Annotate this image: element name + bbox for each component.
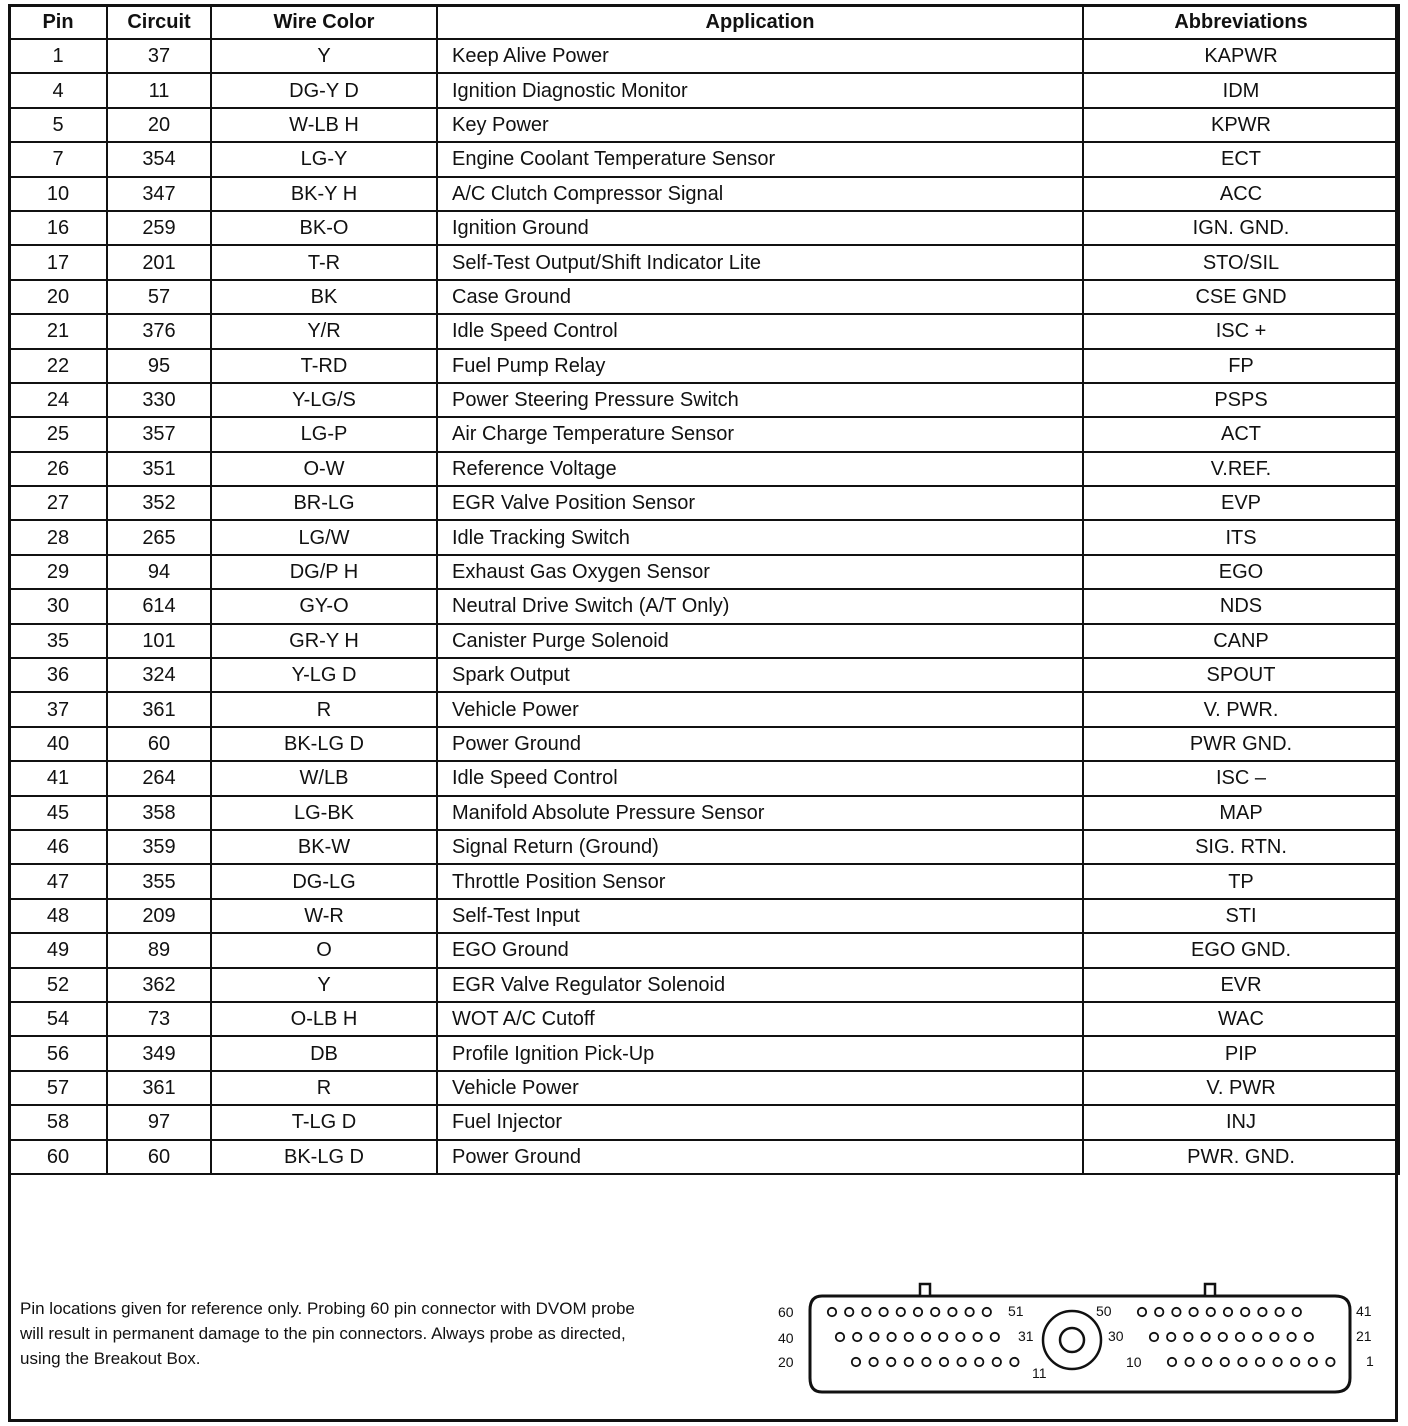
pin-hole xyxy=(1287,1333,1295,1341)
pin-hole xyxy=(1150,1333,1158,1341)
pin-hole xyxy=(862,1308,870,1316)
inner-label: 30 xyxy=(1108,1328,1124,1344)
cell-pin: 56 xyxy=(9,1036,107,1070)
header-row xyxy=(9,5,1399,39)
cell-pin: 4 xyxy=(9,73,107,107)
pin-hole xyxy=(1184,1333,1192,1341)
outer-label: 41 xyxy=(1356,1303,1372,1319)
cell-abbreviation: V. PWR. xyxy=(1083,692,1399,726)
table-row xyxy=(9,727,1399,761)
cell-abbreviation: ACC xyxy=(1083,177,1399,211)
pin-hole xyxy=(1189,1308,1197,1316)
table-row xyxy=(9,796,1399,830)
cell-application: Ignition Diagnostic Monitor xyxy=(437,73,1083,107)
cell-wire-color: GR-Y H xyxy=(211,624,437,658)
pin-hole xyxy=(1253,1333,1261,1341)
cell-pin: 1 xyxy=(9,39,107,73)
table-row xyxy=(9,968,1399,1002)
outer-label: 20 xyxy=(778,1354,794,1370)
cell-circuit: 614 xyxy=(107,589,211,623)
header-abbreviations: Abbreviations xyxy=(1083,5,1399,39)
table-row xyxy=(9,899,1399,933)
cell-abbreviation: ISC – xyxy=(1083,761,1399,795)
table-row xyxy=(9,383,1399,417)
center-bolt-inner xyxy=(1060,1328,1084,1352)
cell-application: Power Steering Pressure Switch xyxy=(437,383,1083,417)
table-row xyxy=(9,1071,1399,1105)
pin-hole xyxy=(828,1308,836,1316)
table-row xyxy=(9,1140,1399,1174)
table-row xyxy=(9,314,1399,348)
cell-application: EGO Ground xyxy=(437,933,1083,967)
cell-application: Vehicle Power xyxy=(437,1071,1083,1105)
outer-label: 1 xyxy=(1366,1353,1374,1369)
cell-pin: 22 xyxy=(9,349,107,383)
pin-hole xyxy=(853,1333,861,1341)
cell-application: Ignition Ground xyxy=(437,211,1083,245)
cell-pin: 17 xyxy=(9,245,107,279)
cell-application: Profile Ignition Pick-Up xyxy=(437,1036,1083,1070)
cell-application: Case Ground xyxy=(437,280,1083,314)
cell-pin: 36 xyxy=(9,658,107,692)
pin-hole xyxy=(1256,1358,1264,1366)
cell-wire-color: LG-Y xyxy=(211,142,437,176)
cell-abbreviation: V. PWR xyxy=(1083,1071,1399,1105)
cell-wire-color: Y xyxy=(211,39,437,73)
table-row xyxy=(9,349,1399,383)
pin-hole xyxy=(1201,1333,1209,1341)
pin-hole xyxy=(1207,1308,1215,1316)
table-row xyxy=(9,692,1399,726)
pin-hole xyxy=(922,1333,930,1341)
center-bolt-outer xyxy=(1043,1311,1101,1369)
cell-pin: 52 xyxy=(9,968,107,1002)
cell-wire-color: DG-Y D xyxy=(211,73,437,107)
pin-hole xyxy=(879,1308,887,1316)
cell-circuit: 94 xyxy=(107,555,211,589)
pin-hole xyxy=(1172,1308,1180,1316)
cell-application: Self-Test Input xyxy=(437,899,1083,933)
pin-hole xyxy=(1293,1308,1301,1316)
cell-abbreviation: IGN. GND. xyxy=(1083,211,1399,245)
table-row xyxy=(9,245,1399,279)
pin-hole xyxy=(1221,1358,1229,1366)
cell-application: Fuel Injector xyxy=(437,1105,1083,1139)
cell-circuit: 355 xyxy=(107,864,211,898)
table-row xyxy=(9,658,1399,692)
table-row xyxy=(9,142,1399,176)
pin-hole xyxy=(931,1308,939,1316)
cell-circuit: 265 xyxy=(107,520,211,554)
cell-application: Manifold Absolute Pressure Sensor xyxy=(437,796,1083,830)
cell-circuit: 352 xyxy=(107,486,211,520)
pin-hole xyxy=(1224,1308,1232,1316)
cell-pin: 41 xyxy=(9,761,107,795)
note-line: using the Breakout Box. xyxy=(20,1349,201,1368)
pin-hole xyxy=(973,1333,981,1341)
pin-hole xyxy=(1238,1358,1246,1366)
cell-application: Canister Purge Solenoid xyxy=(437,624,1083,658)
key-tab-right xyxy=(1205,1284,1215,1296)
pin-hole xyxy=(993,1358,1001,1366)
pin-hole xyxy=(957,1358,965,1366)
cell-pin: 5 xyxy=(9,108,107,142)
pin-hole xyxy=(1309,1358,1317,1366)
cell-circuit: 97 xyxy=(107,1105,211,1139)
cell-wire-color: T-R xyxy=(211,245,437,279)
outer-label: 21 xyxy=(1356,1328,1372,1344)
pin-hole xyxy=(1273,1358,1281,1366)
cell-pin: 60 xyxy=(9,1140,107,1174)
cell-wire-color: BK-LG D xyxy=(211,1140,437,1174)
cell-circuit: 376 xyxy=(107,314,211,348)
cell-abbreviation: ITS xyxy=(1083,520,1399,554)
pin-hole xyxy=(887,1333,895,1341)
pin-hole xyxy=(887,1358,895,1366)
pin-hole xyxy=(1155,1308,1163,1316)
table-row xyxy=(9,452,1399,486)
cell-circuit: 73 xyxy=(107,1002,211,1036)
cell-abbreviation: IDM xyxy=(1083,73,1399,107)
cell-application: Power Ground xyxy=(437,727,1083,761)
cell-pin: 28 xyxy=(9,520,107,554)
pin-hole xyxy=(1270,1333,1278,1341)
cell-circuit: 37 xyxy=(107,39,211,73)
table-row xyxy=(9,520,1399,554)
cell-wire-color: W-R xyxy=(211,899,437,933)
cell-application: Signal Return (Ground) xyxy=(437,830,1083,864)
pin-hole xyxy=(1203,1358,1211,1366)
cell-abbreviation: TP xyxy=(1083,864,1399,898)
pin-hole xyxy=(983,1308,991,1316)
cell-abbreviation: PWR GND. xyxy=(1083,727,1399,761)
header-pin: Pin xyxy=(9,5,107,39)
cell-wire-color: T-LG D xyxy=(211,1105,437,1139)
cell-wire-color: T-RD xyxy=(211,349,437,383)
cell-application: Engine Coolant Temperature Sensor xyxy=(437,142,1083,176)
probe-warning-note xyxy=(20,1296,740,1371)
cell-wire-color: GY-O xyxy=(211,589,437,623)
cell-abbreviation: PSPS xyxy=(1083,383,1399,417)
cell-abbreviation: EGO GND. xyxy=(1083,933,1399,967)
cell-application: A/C Clutch Compressor Signal xyxy=(437,177,1083,211)
cell-abbreviation: ISC + xyxy=(1083,314,1399,348)
pin-hole xyxy=(922,1358,930,1366)
table-row xyxy=(9,1036,1399,1070)
cell-circuit: 20 xyxy=(107,108,211,142)
table-row xyxy=(9,177,1399,211)
pin-hole xyxy=(948,1308,956,1316)
cell-pin: 27 xyxy=(9,486,107,520)
cell-application: Idle Speed Control xyxy=(437,314,1083,348)
cell-pin: 57 xyxy=(9,1071,107,1105)
pin-hole xyxy=(956,1333,964,1341)
cell-pin: 26 xyxy=(9,452,107,486)
table-row xyxy=(9,555,1399,589)
cell-wire-color: BK-Y H xyxy=(211,177,437,211)
pin-hole xyxy=(940,1358,948,1366)
cell-wire-color: R xyxy=(211,1071,437,1105)
pin-hole xyxy=(845,1308,853,1316)
cell-abbreviation: WAC xyxy=(1083,1002,1399,1036)
pin-hole xyxy=(897,1308,905,1316)
cell-circuit: 209 xyxy=(107,899,211,933)
table-row xyxy=(9,864,1399,898)
cell-application: Idle Speed Control xyxy=(437,761,1083,795)
pin-hole xyxy=(1258,1308,1266,1316)
cell-circuit: 361 xyxy=(107,1071,211,1105)
outer-label: 60 xyxy=(778,1304,794,1320)
cell-wire-color: BK xyxy=(211,280,437,314)
cell-abbreviation: MAP xyxy=(1083,796,1399,830)
table-row xyxy=(9,280,1399,314)
header-circuit: Circuit xyxy=(107,5,211,39)
cell-wire-color: LG/W xyxy=(211,520,437,554)
pin-hole xyxy=(870,1333,878,1341)
cell-wire-color: BK-W xyxy=(211,830,437,864)
cell-wire-color: BK-LG D xyxy=(211,727,437,761)
cell-circuit: 264 xyxy=(107,761,211,795)
cell-pin: 48 xyxy=(9,899,107,933)
cell-pin: 20 xyxy=(9,280,107,314)
cell-wire-color: BR-LG xyxy=(211,486,437,520)
cell-abbreviation: EVR xyxy=(1083,968,1399,1002)
cell-application: Fuel Pump Relay xyxy=(437,349,1083,383)
connector-outline xyxy=(810,1296,1350,1392)
table-row xyxy=(9,211,1399,245)
cell-wire-color: Y/R xyxy=(211,314,437,348)
cell-application: EGR Valve Regulator Solenoid xyxy=(437,968,1083,1002)
pin-hole xyxy=(1185,1358,1193,1366)
cell-wire-color: O-W xyxy=(211,452,437,486)
cell-abbreviation: CSE GND xyxy=(1083,280,1399,314)
pin-hole xyxy=(1326,1358,1334,1366)
cell-application: WOT A/C Cutoff xyxy=(437,1002,1083,1036)
pin-hole xyxy=(852,1358,860,1366)
cell-abbreviation: KAPWR xyxy=(1083,39,1399,73)
pin-holes xyxy=(828,1308,1335,1366)
table-row xyxy=(9,108,1399,142)
cell-wire-color: Y-LG D xyxy=(211,658,437,692)
cell-abbreviation: V.REF. xyxy=(1083,452,1399,486)
outer-label: 40 xyxy=(778,1330,794,1346)
table-row xyxy=(9,933,1399,967)
cell-application: Air Charge Temperature Sensor xyxy=(437,417,1083,451)
cell-circuit: 60 xyxy=(107,727,211,761)
cell-wire-color: W-LB H xyxy=(211,108,437,142)
pin-hole xyxy=(1275,1308,1283,1316)
table-row xyxy=(9,1105,1399,1139)
pin-hole xyxy=(1241,1308,1249,1316)
cell-pin: 40 xyxy=(9,727,107,761)
cell-application: Exhaust Gas Oxygen Sensor xyxy=(437,555,1083,589)
cell-circuit: 324 xyxy=(107,658,211,692)
cell-circuit: 349 xyxy=(107,1036,211,1070)
connector-diagram xyxy=(770,1278,1400,1408)
cell-abbreviation: KPWR xyxy=(1083,108,1399,142)
pinout-table xyxy=(8,4,1400,1175)
key-tab-left xyxy=(920,1284,930,1296)
table-row xyxy=(9,830,1399,864)
cell-pin: 30 xyxy=(9,589,107,623)
pin-hole xyxy=(905,1333,913,1341)
cell-application: Power Ground xyxy=(437,1140,1083,1174)
cell-application: Spark Output xyxy=(437,658,1083,692)
pin-hole xyxy=(991,1333,999,1341)
cell-circuit: 358 xyxy=(107,796,211,830)
cell-abbreviation: PIP xyxy=(1083,1036,1399,1070)
cell-pin: 29 xyxy=(9,555,107,589)
pin-hole xyxy=(975,1358,983,1366)
note-line: will result in permanent damage to the pin connectors. Always probe as directed, xyxy=(20,1324,626,1343)
pin-hole xyxy=(1236,1333,1244,1341)
cell-wire-color: Y xyxy=(211,968,437,1002)
cell-circuit: 95 xyxy=(107,349,211,383)
cell-circuit: 354 xyxy=(107,142,211,176)
cell-circuit: 359 xyxy=(107,830,211,864)
pin-hole xyxy=(1138,1308,1146,1316)
header-application: Application xyxy=(437,5,1083,39)
cell-circuit: 361 xyxy=(107,692,211,726)
cell-abbreviation: SPOUT xyxy=(1083,658,1399,692)
cell-application: Neutral Drive Switch (A/T Only) xyxy=(437,589,1083,623)
pin-hole xyxy=(1010,1358,1018,1366)
pin-hole xyxy=(1168,1358,1176,1366)
cell-circuit: 362 xyxy=(107,968,211,1002)
table-row xyxy=(9,1002,1399,1036)
cell-abbreviation: ECT xyxy=(1083,142,1399,176)
table-row xyxy=(9,589,1399,623)
cell-pin: 10 xyxy=(9,177,107,211)
cell-wire-color: DG-LG xyxy=(211,864,437,898)
cell-wire-color: R xyxy=(211,692,437,726)
cell-wire-color: DG/P H xyxy=(211,555,437,589)
cell-wire-color: O-LB H xyxy=(211,1002,437,1036)
cell-wire-color: O xyxy=(211,933,437,967)
pin-hole xyxy=(869,1358,877,1366)
cell-circuit: 11 xyxy=(107,73,211,107)
table-row xyxy=(9,73,1399,107)
cell-wire-color: DB xyxy=(211,1036,437,1070)
cell-circuit: 201 xyxy=(107,245,211,279)
cell-application: Throttle Position Sensor xyxy=(437,864,1083,898)
cell-wire-color: W/LB xyxy=(211,761,437,795)
cell-circuit: 89 xyxy=(107,933,211,967)
cell-pin: 35 xyxy=(9,624,107,658)
cell-pin: 49 xyxy=(9,933,107,967)
cell-application: Vehicle Power xyxy=(437,692,1083,726)
cell-pin: 46 xyxy=(9,830,107,864)
cell-pin: 45 xyxy=(9,796,107,830)
cell-pin: 58 xyxy=(9,1105,107,1139)
pin-hole xyxy=(939,1333,947,1341)
inner-label: 31 xyxy=(1018,1328,1034,1344)
cell-pin: 7 xyxy=(9,142,107,176)
cell-wire-color: LG-P xyxy=(211,417,437,451)
cell-abbreviation: FP xyxy=(1083,349,1399,383)
note-line: Pin locations given for reference only. Probing 60 pin connector with DVOM probe xyxy=(20,1299,635,1318)
cell-circuit: 101 xyxy=(107,624,211,658)
cell-abbreviation: ACT xyxy=(1083,417,1399,451)
cell-circuit: 347 xyxy=(107,177,211,211)
cell-pin: 16 xyxy=(9,211,107,245)
pin-hole xyxy=(1219,1333,1227,1341)
cell-abbreviation: EGO xyxy=(1083,555,1399,589)
table-row xyxy=(9,417,1399,451)
table-row xyxy=(9,624,1399,658)
cell-abbreviation: STO/SIL xyxy=(1083,245,1399,279)
cell-abbreviation: SIG. RTN. xyxy=(1083,830,1399,864)
header-wire-color: Wire Color xyxy=(211,5,437,39)
cell-pin: 54 xyxy=(9,1002,107,1036)
cell-circuit: 330 xyxy=(107,383,211,417)
cell-abbreviation: STI xyxy=(1083,899,1399,933)
table-row xyxy=(9,761,1399,795)
cell-pin: 37 xyxy=(9,692,107,726)
cell-abbreviation: CANP xyxy=(1083,624,1399,658)
cell-wire-color: Y-LG/S xyxy=(211,383,437,417)
cell-circuit: 60 xyxy=(107,1140,211,1174)
cell-circuit: 259 xyxy=(107,211,211,245)
cell-wire-color: LG-BK xyxy=(211,796,437,830)
inner-label: 11 xyxy=(1032,1365,1047,1381)
cell-application: Reference Voltage xyxy=(437,452,1083,486)
cell-circuit: 357 xyxy=(107,417,211,451)
cell-wire-color: BK-O xyxy=(211,211,437,245)
table-row xyxy=(9,486,1399,520)
inner-label: 50 xyxy=(1096,1303,1112,1319)
cell-pin: 47 xyxy=(9,864,107,898)
pin-hole xyxy=(1291,1358,1299,1366)
cell-abbreviation: EVP xyxy=(1083,486,1399,520)
pin-hole xyxy=(836,1333,844,1341)
pin-hole xyxy=(1305,1333,1313,1341)
cell-abbreviation: PWR. GND. xyxy=(1083,1140,1399,1174)
cell-application: Keep Alive Power xyxy=(437,39,1083,73)
cell-pin: 24 xyxy=(9,383,107,417)
cell-pin: 21 xyxy=(9,314,107,348)
cell-circuit: 57 xyxy=(107,280,211,314)
inner-label: 10 xyxy=(1126,1354,1142,1370)
cell-application: Key Power xyxy=(437,108,1083,142)
cell-application: EGR Valve Position Sensor xyxy=(437,486,1083,520)
cell-application: Idle Tracking Switch xyxy=(437,520,1083,554)
table-row xyxy=(9,39,1399,73)
pin-hole xyxy=(905,1358,913,1366)
cell-application: Self-Test Output/Shift Indicator Lite xyxy=(437,245,1083,279)
pin-hole xyxy=(914,1308,922,1316)
cell-circuit: 351 xyxy=(107,452,211,486)
cell-pin: 25 xyxy=(9,417,107,451)
pin-hole xyxy=(1167,1333,1175,1341)
inner-label: 51 xyxy=(1008,1303,1024,1319)
cell-abbreviation: INJ xyxy=(1083,1105,1399,1139)
pin-hole xyxy=(965,1308,973,1316)
cell-abbreviation: NDS xyxy=(1083,589,1399,623)
